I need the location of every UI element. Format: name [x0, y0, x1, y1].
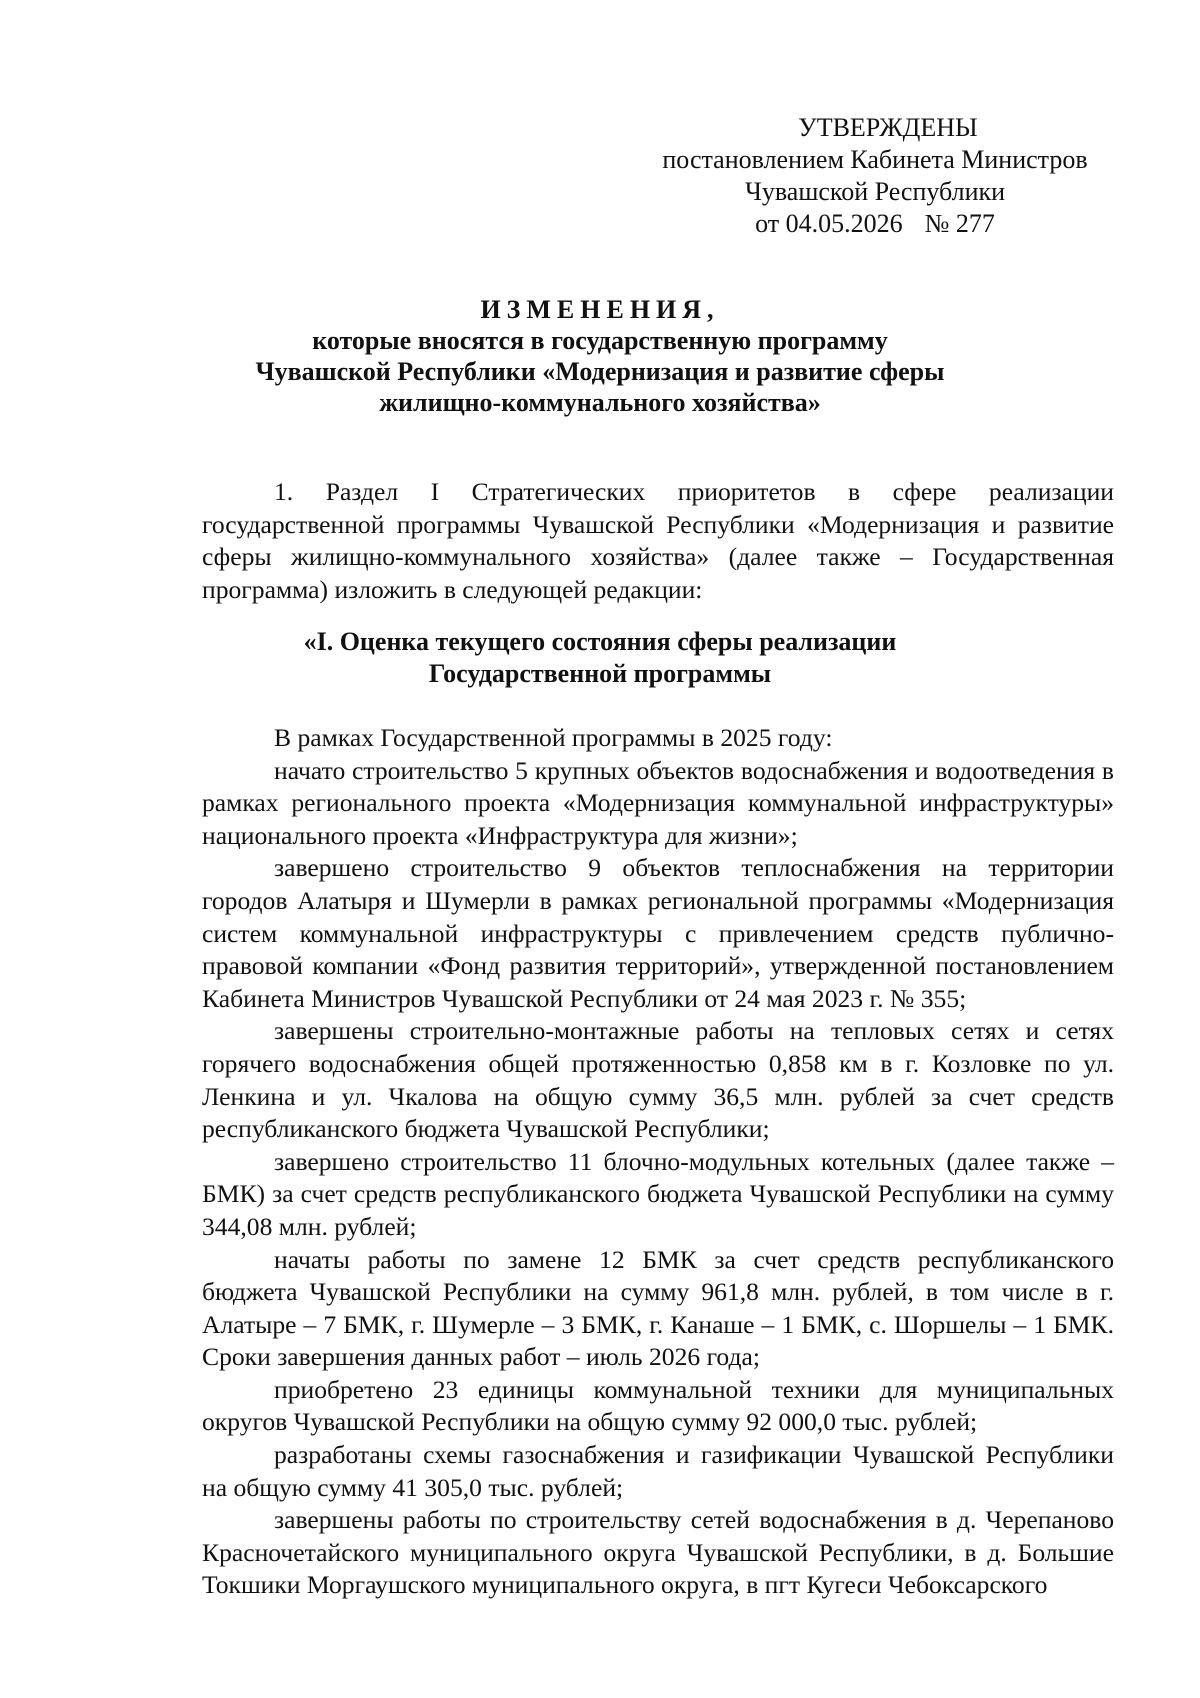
- section-title-line-2: Государственной программы: [428, 659, 772, 688]
- title-heading: ИЗМЕНЕНИЯ,: [480, 295, 720, 324]
- paragraph: завершено строительство 9 объектов теплоснабжения на территории городов Алатыря и Шумерли в рамках региональной программы «Модернизация систем коммунальной инфраструктуры с привлечением средств публично-правовой компании «Фонд развития территорий», утвержденной постановлением Кабинета Министров Чувашской Республики от 24 мая 2023 г. № 355;: [202, 853, 1114, 1013]
- paragraph: завершены строительно-монтажные работы на тепловых сетях и сетях горячего водоснабжения общей протяженностью 0,858 км в г. Козловке по ул. Ленкина и ул. Чкалова на общую сумму 36,5 млн. рублей за счет средств республиканского бюджета Чувашской Республики;: [202, 1016, 1114, 1144]
- approval-number: № 277: [924, 209, 995, 238]
- main-text: [202, 722, 1114, 1602]
- section-title-line-1: «I. Оценка текущего состояния сферы реализации: [303, 627, 897, 656]
- paragraph: завершены работы по строительству сетей водоснабжения в д. Черепаново Красночетайского муниципального округа Чувашской Республики, в д. Большие Токшики Моргаушского муниципального округа, в пгт Кугеси Чебоксарского: [202, 1505, 1114, 1600]
- section-title: [200, 626, 1000, 690]
- approval-republic: Чувашской Республики: [744, 177, 1006, 206]
- title-line-3: Чувашской Республики «Модернизация и развитие сферы: [255, 357, 945, 386]
- approval-date-number: [640, 208, 1110, 240]
- paragraph: завершено строительство 11 блочно-модульных котельных (далее также – БМК) за счет средств республиканского бюджета Чувашской Республики на сумму 344,08 млн. рублей;: [202, 1146, 1114, 1241]
- approval-date: от 04.05.2026: [755, 209, 903, 238]
- intro-paragraph: 1. Раздел I Стратегических приоритетов в сфере реализации государственной программы Чувашской Республики «Модернизация и развитие сферы жилищно-коммунального хозяйства» (далее также – Государственная программа) изложить в следующей редакции:: [202, 477, 1114, 604]
- approval-heading: УТВЕРЖДЕНЫ: [798, 113, 978, 142]
- intro-block: [202, 476, 1114, 606]
- paragraph: разработаны схемы газоснабжения и газификации Чувашской Республики на общую сумму 41 305,0 тыс. рублей;: [202, 1440, 1114, 1502]
- title-line-4: жилищно-коммунального хозяйства»: [379, 388, 821, 417]
- paragraph: В рамках Государственной программы в 2025 году:: [274, 723, 833, 752]
- approval-stamp: [640, 112, 1110, 240]
- approval-resolution: постановлением Кабинета Министров: [662, 145, 1088, 174]
- paragraph: начато строительство 5 крупных объектов водоснабжения и водоотведения в рамках регионального проекта «Модернизация коммунальной инфраструктуры» национального проекта «Инфраструктура для жизни»;: [202, 755, 1114, 850]
- document-title: [200, 294, 1000, 418]
- paragraph: приобретено 23 единицы коммунальной техники для муниципальных округов Чувашской Республики на общую сумму 92 000,0 тыс. рублей;: [202, 1374, 1114, 1437]
- paragraph: начаты работы по замене 12 БМК за счет средств республиканского бюджета Чувашской Республики на сумму 961,8 млн. рублей, в том числе в г. Алатыре – 7 БМК, г. Шумерле – 3 БМК, г. Канаше – 1 БМК, с. Шоршелы – 1 БМК. Сроки завершения данных работ – июль 2026 года;: [202, 1244, 1114, 1372]
- title-line-2: которые вносятся в государственную программу: [312, 326, 888, 355]
